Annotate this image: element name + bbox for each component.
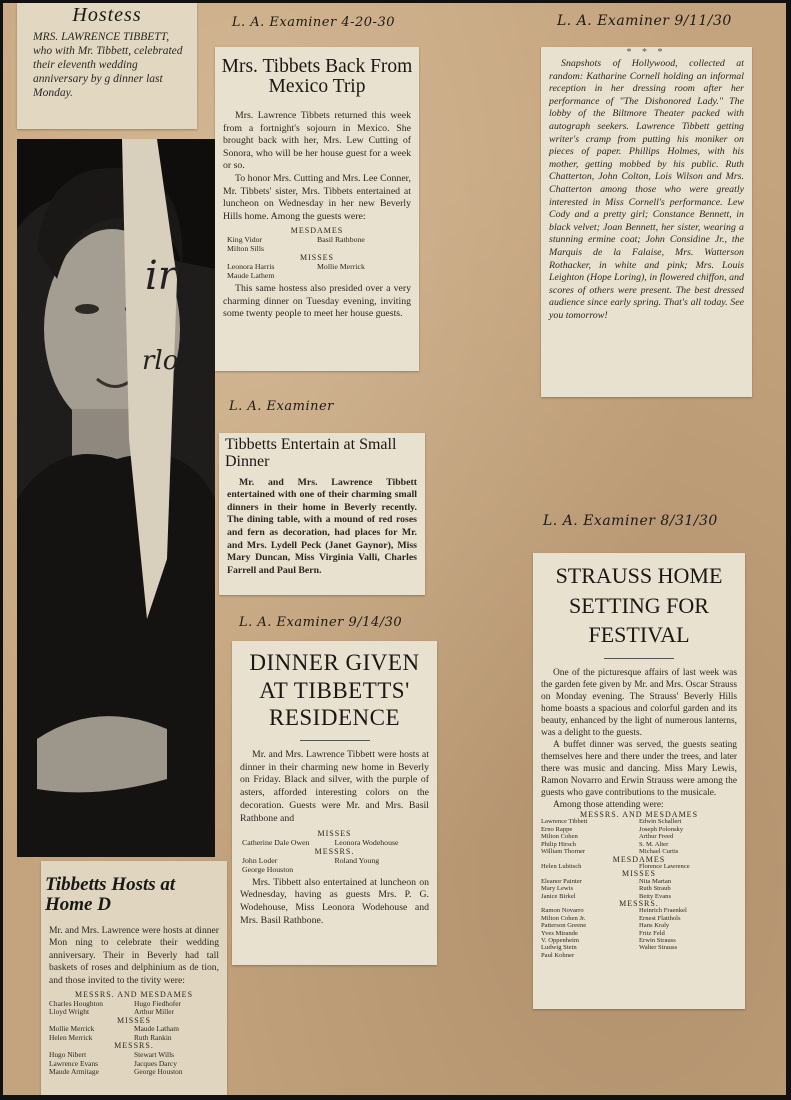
guest-name: Ruth Straub: [639, 885, 671, 893]
guest-name: Hans Kraly: [639, 922, 670, 930]
guest-name: Eleanor Painter: [541, 877, 582, 885]
strauss-para-1: One of the picturesque affairs of last week was the garden fete given by Mr. and Mrs. Oscar Strauss on Monday evening. The Strauss' Beverly Hills home boasts a spacious and colorful garden and its beauty, enhanced by the light of numerous lanterns, was a delight to the guests.: [541, 668, 737, 739]
hostess-caption-clipping: [17, 3, 197, 129]
mexico-trip-para-2: To honor Mrs. Cutting and Mrs. Lee Conner, Mr. Tibbets' sister, Mrs. Tibbets entertained at luncheon on Wednesday in her new Beverly Hills home. Among the guests were:: [223, 172, 411, 222]
guest-name: Philip Hirsch: [541, 840, 576, 848]
guest-name: Ruth Rankin: [134, 1032, 172, 1042]
guest-name: Nita Martan: [639, 877, 672, 885]
names-header: MESSRS. AND MESDAMES: [74, 989, 194, 999]
tibbetts-hosts-body: Mr. and Mrs. Lawrence were hosts at dinner Mon ning to celebrate their wedding anniversary. Their in Beverly had tall baskets of roses and delphinium as de tion, and those invited to the tivity were:: [49, 924, 219, 986]
guest-name: Milton Cohen Jr.: [541, 914, 586, 922]
names-header: MISSES: [317, 828, 352, 838]
dinner-given-guests: [240, 826, 429, 877]
handwritten-source-4: L. A. Examiner 9/11/30: [557, 13, 732, 29]
guest-name: Betty Evans: [639, 892, 672, 900]
guest-name: Stewart Wills: [134, 1050, 175, 1060]
guest-name: Arthur Miller: [134, 1007, 175, 1017]
guest-name: Lloyd Wright: [49, 1007, 90, 1017]
guest-name: Yves Mirande: [541, 929, 578, 937]
guest-name: Paul Kohner: [541, 951, 575, 959]
hostess-heading: Hostess: [72, 4, 142, 26]
tibbetts-hosts-clipping: [41, 861, 227, 1095]
scrapbook-page: [3, 3, 786, 1095]
guest-name: George Houston: [134, 1067, 183, 1077]
guest-name: Erno Rappe: [541, 825, 573, 833]
guest-name: Roland Young: [334, 855, 380, 865]
guest-name: Hugo Nibert: [49, 1050, 87, 1060]
handwritten-source-3: L. A. Examiner 9/14/30: [239, 615, 403, 630]
small-dinner-title: Tibbetts Entertain at Small Dinner: [225, 436, 397, 470]
names-header: MESSRS.: [314, 846, 355, 856]
dinner-given-body: Mr. and Mrs. Lawrence Tibbett were hosts at dinner in their charming new home in Beverly on Friday. Black and silver, with the purple of asters, afforded interesting colors on the decoration. Guests were Mr. and Mrs. Basil Rathbone and: [240, 748, 429, 824]
dinner-given-title: DINNER GIVEN AT TIBBETTS' RESIDENCE: [249, 650, 420, 731]
guest-name: V. Oppenheim: [541, 936, 579, 944]
guest-name: Maude Lathem: [227, 271, 275, 281]
mexico-trip-title: Mrs. Tibbets Back From Mexico Trip: [221, 56, 413, 98]
mexico-trip-para-1: Mrs. Lawrence Tibbets returned this week from a fortnight's sojourn in Mexico. She brought back with her, Mrs. Lew Cutting of Sonora, who will be her house guest for a week or so.: [223, 109, 411, 172]
names-subheader: MESSRS.: [114, 1041, 154, 1051]
guest-name: Milton Cohen: [541, 833, 578, 841]
guest-name: Fritz Feld: [639, 929, 665, 937]
guest-name: Helen Lubitsch: [541, 862, 582, 870]
names-subheader: MISSES: [116, 1015, 151, 1025]
strauss-home-clipping: [533, 553, 745, 1009]
guest-name: Florence Lawrence: [639, 862, 690, 870]
guest-name: Lawrence Tibbett: [541, 818, 588, 826]
guest-name: Heinrich Fraenkel: [639, 907, 687, 915]
hostess-caption: MRS. LAWRENCE TIBBETT, who with Mr. Tibbett, celebrated their eleventh wedding anniversary by g dinner last Monday.: [33, 31, 183, 99]
guest-name: George Houston: [242, 864, 294, 874]
guest-name: Helen Merrick: [49, 1032, 93, 1042]
guest-name: Joseph Polonsky: [639, 825, 684, 833]
tibbetts-hosts-guests: [41, 987, 227, 1077]
guest-name: Arthur Freed: [639, 833, 674, 841]
guest-name: Mollie Merrick: [317, 262, 365, 272]
svg-text:ir: ir: [145, 253, 177, 299]
names-header: MISSES: [299, 253, 334, 263]
hollywood-snapshots-body: Snapshots of Hollywood, collected at random: Katharine Cornell holding an informal reception in her dressing room after her performance of "The Dishonored Lady." The lobby of the Biltmore Theater packed with autograph seekers. Lawrence Tibbett getting writer's cramp from putting his moniker on pieces of paper. Phillips Holmes, with his mother, getting mobbed by his public. Ruth Chatterton, John Colton, Lois Wilson and Mrs. Chatterton among those who were greatly interested in Miss Cornell's performance. Lew Cody and a pretty girl; Constance Bennett, in black velvet; Joan Bennett, her sister, wearing a stunning ermine coat; John Considine Jr., the Marquis de la Falaise, Mrs. Watterson Rothacker, in white and pink; Mrs. Louis Leighton (Hope Loring), in flowered chiffon, and scores of others were present. The best dressed audience since early spring. That's all today. See you tomorrow!: [549, 58, 744, 321]
handwritten-source-5: L. A. Examiner 8/31/30: [543, 513, 718, 529]
handwritten-source-1: L. A. Examiner 4-20-30: [231, 15, 395, 30]
guest-name: Lawrence Evans: [49, 1058, 99, 1068]
names-header: MISSES: [621, 869, 656, 879]
dinner-given-clipping: [232, 641, 437, 965]
guest-name: King Vidor: [227, 235, 263, 245]
guest-name: Maude Armitage: [49, 1067, 99, 1077]
guest-name: Hugo Fiedhofer: [134, 998, 182, 1008]
guest-name: Ernest Flatthols: [639, 914, 681, 922]
guest-name: Maude Latham: [134, 1024, 179, 1034]
guest-name: Mollie Merrick: [49, 1024, 95, 1034]
guest-name: Basil Rathbone: [317, 235, 365, 245]
mexico-trip-para-3: This same hostess also presided over a very charming dinner on Tuesday evening, inviting some twenty people to meet her house guests.: [223, 283, 411, 320]
hollywood-snapshots-clipping: [541, 47, 752, 397]
tibbetts-hosts-title: Tibbetts Hosts at Home D: [45, 874, 176, 915]
small-dinner-clipping: [219, 433, 425, 595]
guest-name: Catherine Dale Owen: [242, 837, 310, 847]
divider: [300, 740, 370, 741]
guest-name: Charles Houghton: [49, 998, 103, 1008]
guest-name: Michael Curtis: [639, 848, 679, 856]
strauss-home-title: STRAUSS HOME SETTING FOR FESTIVAL: [555, 563, 723, 648]
names-header: MESSRS. AND MESDAMES: [579, 810, 699, 820]
portrait-photo-graphic: [17, 139, 215, 857]
strauss-para-2: A buffet dinner was served, the guests seating themselves here and there under the trees, and later there was music and dancing. Miss Mary Lewis, Ramon Novarro and Erwin Strauss were among the guests who gave contributions to the musicale.: [541, 740, 737, 799]
guest-name: Erwin Strauss: [639, 936, 676, 944]
mexico-trip-guests: [223, 223, 411, 283]
guest-name: Leonora Wodehouse: [334, 837, 399, 847]
guest-name: Jacques Darcy: [134, 1058, 177, 1068]
divider: [604, 658, 674, 659]
guest-name: William Thorner: [541, 848, 586, 856]
strauss-guest-list: [541, 811, 737, 959]
names-header: MESDAMES: [612, 854, 666, 864]
small-dinner-body: Mr. and Mrs. Lawrence Tibbett entertained with one of their charming small dinners in their home in Beverly recently. The dining table, with a mound of red roses and fern as decoration, had places for Mr. and Mrs. Lydell Peck (Janet Gaynor), Miss Mary Duncan, Miss Virginia Valli, Charles Farrell and Paul Bern.: [227, 476, 417, 576]
guest-name: Patterson Greene: [541, 922, 587, 930]
handwritten-source-2: L. A. Examiner: [229, 399, 334, 414]
guest-name: Milton Sills: [227, 244, 265, 254]
names-header: MESSRS.: [619, 898, 659, 908]
guest-name: Walter Strauss: [639, 944, 678, 952]
guest-name: Janice Birkel: [541, 892, 576, 900]
stars-separator: * * *: [626, 47, 667, 58]
dinner-given-body-2: Mrs. Tibbett also entertained at luncheon on Wednesday, having as guests Mrs. P. G. Wodehouse, Miss Leonora Wodehouse and Mrs. Basil Rathbone.: [240, 876, 429, 926]
guest-name: Ramon Novarro: [541, 907, 584, 915]
guest-name: Edwin Schallert: [639, 818, 682, 826]
guest-name: Leonora Harris: [227, 262, 275, 272]
portrait-photo: [17, 139, 215, 857]
names-header: MESDAMES: [290, 226, 344, 236]
guest-name: Ludwig Stein: [541, 944, 577, 952]
guest-name: Mary Lewis: [541, 885, 574, 893]
strauss-para-3: Among those attending were:: [553, 800, 664, 811]
mexico-trip-clipping: [215, 47, 419, 371]
guest-name: S. M. Alter: [639, 840, 669, 848]
svg-text:rlo: rlo: [142, 346, 179, 376]
guest-name: John Loder: [242, 855, 278, 865]
